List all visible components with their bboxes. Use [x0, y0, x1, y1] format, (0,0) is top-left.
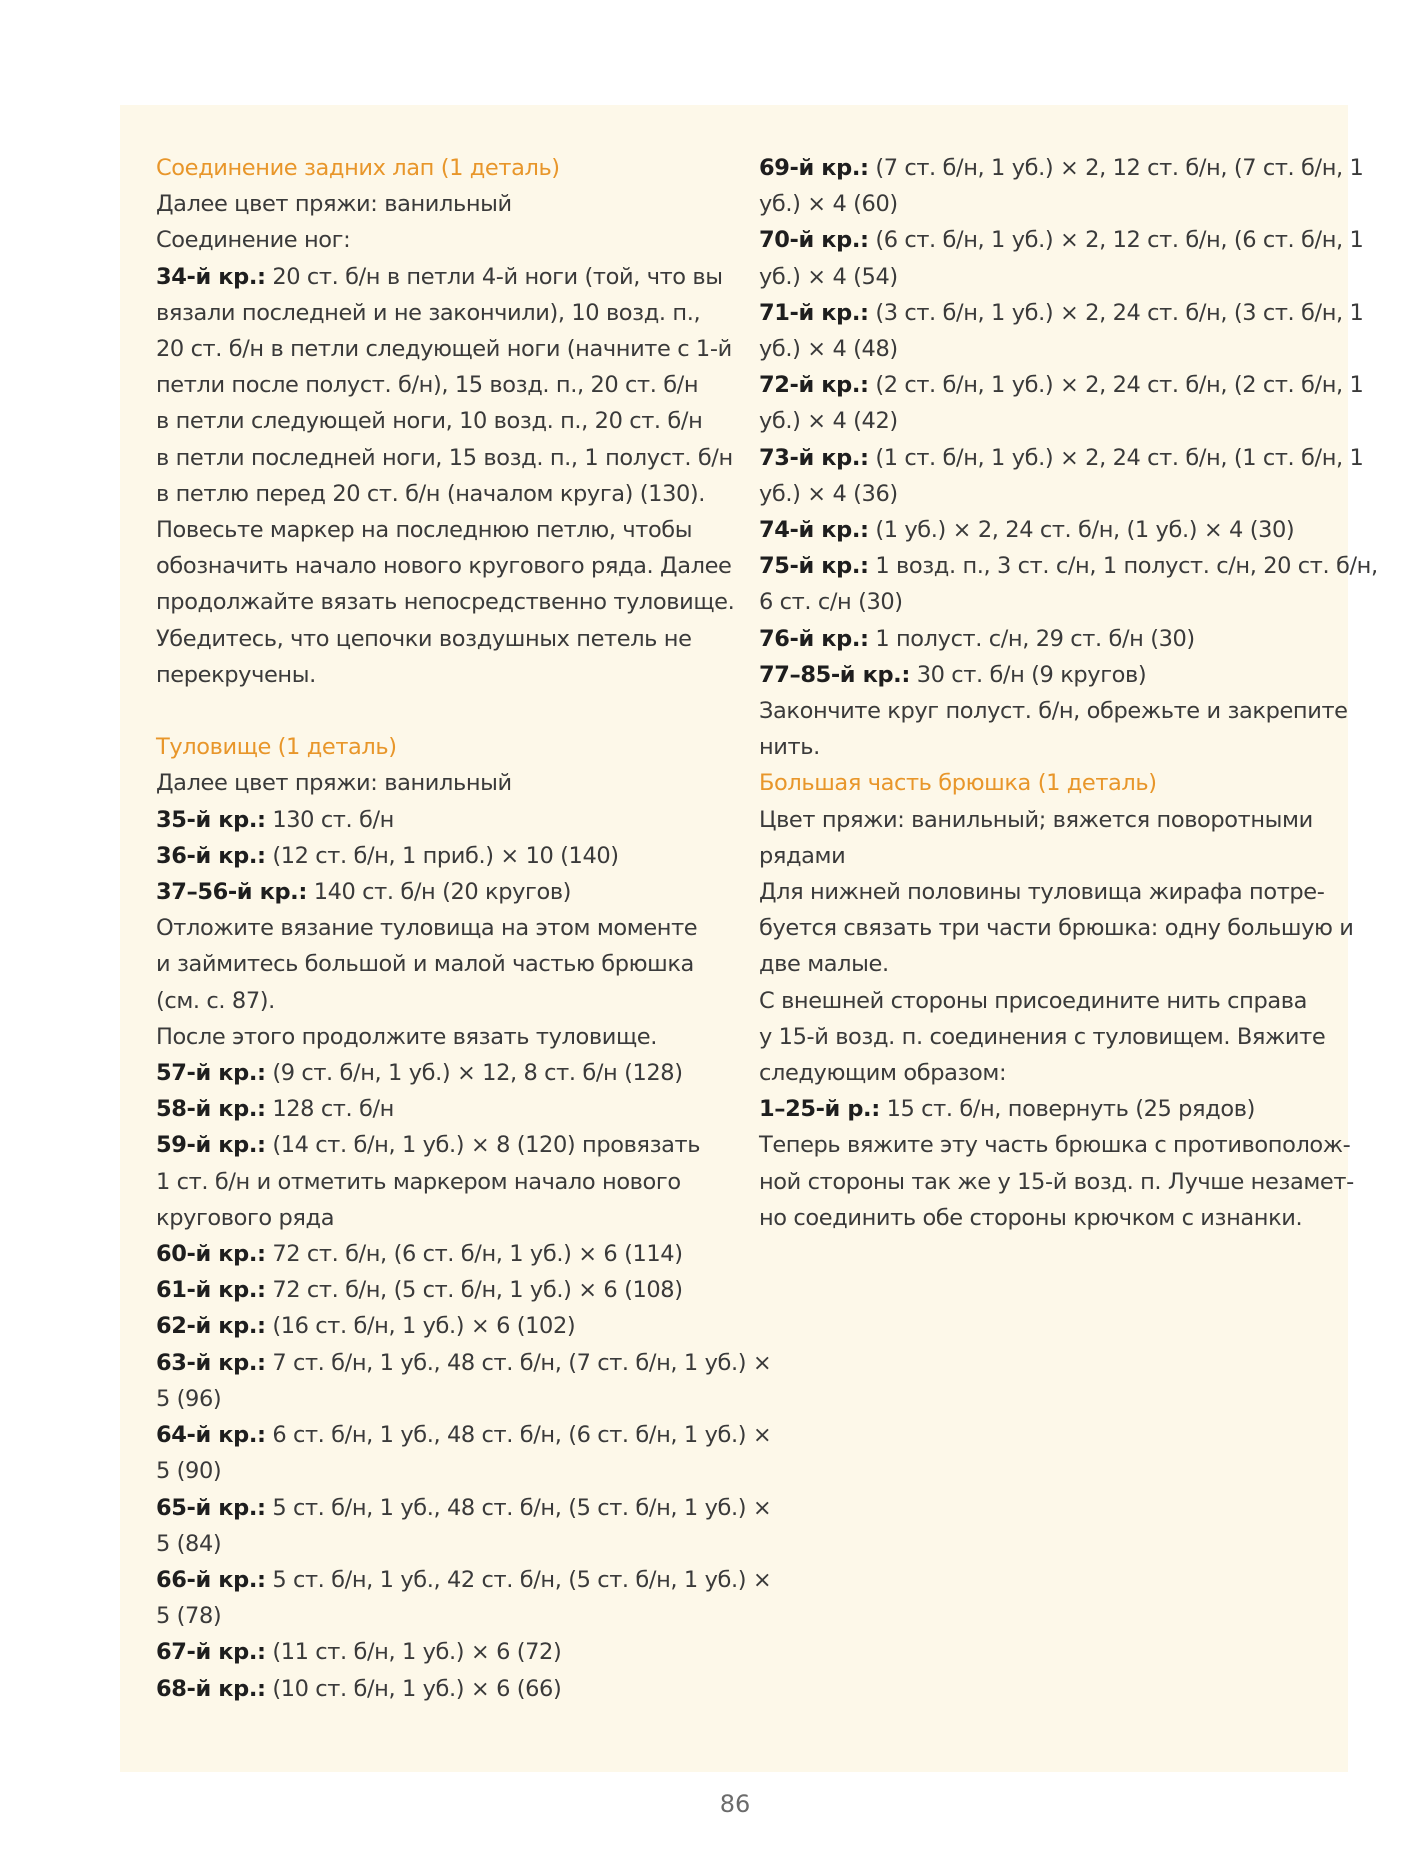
- pattern-row: [156, 1634, 716, 1670]
- row-label: 63-й кр.:: [156, 1349, 266, 1376]
- row-label: 69-й кр.:: [759, 155, 869, 181]
- row-instruction: 72 ст. б/н, (5 ст. б/н, 1 уб.) × 6 (108): [265, 1277, 683, 1304]
- pattern-row: [156, 1417, 772, 1453]
- row-label: 76-й кр.:: [759, 625, 869, 652]
- row-instruction: (6 ст. б/н, 1 уб.) × 2, 12 ст. б/н, (6 ст. б/н, 1: [868, 227, 1364, 254]
- body-text-line: Цвет пряжи: ванильный; вяжется поворотными: [759, 806, 1313, 833]
- pattern-row: [156, 1055, 716, 1091]
- left-column: [156, 150, 772, 1707]
- row-label: 60-й кр.:: [156, 1241, 266, 1268]
- row-label: 65-й кр.:: [156, 1494, 266, 1521]
- left-column-spacer: [156, 693, 716, 729]
- body-text-line: 20 ст. б/н в петли следующей ноги (начните с 1-й: [156, 336, 732, 363]
- row-label: 73-й кр.:: [759, 444, 869, 471]
- body-text-line: Закончите круг полуст. б/н, обрежьте и закрепите: [759, 698, 1348, 725]
- body-text-line: После этого продолжите вязать туловище.: [156, 1023, 657, 1050]
- row-instruction: (14 ст. б/н, 1 уб.) × 8 (120) провязать: [265, 1132, 701, 1159]
- section-heading: Большая часть брюшка (1 деталь): [759, 770, 1157, 797]
- body-text-line: Повесьте маркер на последнюю петлю, чтобы: [156, 517, 693, 544]
- row-instruction: 15 ст. б/н, повернуть (25 рядов): [879, 1096, 1255, 1123]
- row-label: 74-й кр.:: [759, 517, 869, 544]
- body-text-line: (см. с. 87).: [156, 987, 275, 1014]
- body-text-line: Далее цвет пряжи: ванильный: [156, 770, 512, 797]
- section-heading: Туловище (1 деталь): [156, 734, 397, 761]
- body-text-line: 6 ст. с/н (30): [759, 589, 903, 616]
- row-instruction: (1 ст. б/н, 1 уб.) × 2, 24 ст. б/н, (1 ст. б/н, 1: [868, 444, 1364, 471]
- row-instruction: (16 ст. б/н, 1 уб.) × 6 (102): [265, 1313, 576, 1340]
- row-instruction: (2 ст. б/н, 1 уб.) × 2, 24 ст. б/н, (2 ст. б/н, 1: [868, 372, 1364, 399]
- pattern-row: [156, 1127, 716, 1163]
- pattern-row: [156, 1671, 716, 1707]
- pattern-row: [156, 1562, 772, 1598]
- page-number: 86: [719, 1790, 751, 1818]
- body-text-line: Далее цвет пряжи: ванильный: [156, 191, 512, 218]
- body-text-line: две малые.: [759, 951, 889, 978]
- body-text-line: 5 (84): [156, 1530, 222, 1557]
- row-instruction: 5 ст. б/н, 1 уб., 48 ст. б/н, (5 ст. б/н, 1 уб.) ×: [265, 1494, 772, 1521]
- pattern-row: [759, 1091, 1319, 1127]
- row-label: 71-й кр.:: [759, 299, 869, 326]
- row-instruction: 72 ст. б/н, (6 ст. б/н, 1 уб.) × 6 (114): [265, 1241, 683, 1268]
- body-text-line: петли после полуст. б/н), 15 возд. п., 20 ст. б/н: [156, 372, 699, 399]
- body-text-line: уб.) × 4 (48): [759, 336, 898, 363]
- pattern-row: [759, 548, 1378, 584]
- body-text-line: вязали последней и не закончили), 10 возд. п.,: [156, 299, 701, 326]
- body-text-line: уб.) × 4 (54): [759, 263, 898, 290]
- body-text-line: рядами: [759, 842, 846, 869]
- row-label: 70-й кр.:: [759, 227, 869, 254]
- row-label: 36-й кр.:: [156, 842, 266, 869]
- body-text-line: уб.) × 4 (42): [759, 408, 898, 435]
- row-instruction: (11 ст. б/н, 1 уб.) × 6 (72): [265, 1639, 562, 1666]
- row-instruction: (7 ст. б/н, 1 уб.) × 2, 12 ст. б/н, (7 ст. б/н, 1: [868, 155, 1364, 181]
- row-instruction: (10 ст. б/н, 1 уб.) × 6 (66): [265, 1675, 562, 1702]
- body-text-line: уб.) × 4 (60): [759, 191, 898, 218]
- body-text-line: кругового ряда: [156, 1204, 335, 1231]
- row-instruction: 1 возд. п., 3 ст. с/н, 1 полуст. с/н, 20 ст. б/н,: [868, 553, 1378, 580]
- pattern-row: [156, 1490, 772, 1526]
- body-text-line: ной стороны так же у 15-й возд. п. Лучше незамет-: [759, 1168, 1354, 1195]
- body-text-line: буется связать три части брюшка: одну большую и: [759, 915, 1354, 942]
- pattern-row: [156, 259, 723, 295]
- row-label: 66-й кр.:: [156, 1566, 266, 1593]
- body-text-line: С внешней стороны присоедините нить справа: [759, 987, 1307, 1014]
- row-label: 77–85-й кр.:: [759, 661, 910, 688]
- row-instruction: 5 ст. б/н, 1 уб., 42 ст. б/н, (5 ст. б/н, 1 уб.) ×: [265, 1566, 772, 1593]
- row-instruction: 128 ст. б/н: [265, 1096, 394, 1123]
- body-text-line: у 15-й возд. п. соединения с туловищем. Вяжите: [759, 1023, 1326, 1050]
- pattern-row: [156, 1236, 716, 1272]
- body-text-line: Для нижней половины туловища жирафа потре-: [759, 879, 1325, 906]
- body-text-line: Отложите вязание туловища на этом моменте: [156, 915, 698, 942]
- row-label: 67-й кр.:: [156, 1639, 266, 1666]
- row-instruction: 130 ст. б/н: [265, 806, 394, 833]
- body-text-line: в петли последней ноги, 15 возд. п., 1 полуст. б/н: [156, 444, 733, 471]
- row-instruction: (12 ст. б/н, 1 приб.) × 10 (140): [265, 842, 619, 869]
- body-text-line: 1 ст. б/н и отметить маркером начало нового: [156, 1168, 681, 1195]
- row-instruction: 140 ст. б/н (20 кругов): [306, 879, 572, 906]
- row-instruction: (9 ст. б/н, 1 уб.) × 12, 8 ст. б/н (128): [265, 1060, 683, 1087]
- body-text-line: продолжайте вязать непосредственно туловище.: [156, 589, 735, 616]
- row-label: 61-й кр.:: [156, 1277, 266, 1304]
- pattern-row: [759, 621, 1319, 657]
- body-text-line: в петли следующей ноги, 10 возд. п., 20 ст. б/н: [156, 408, 703, 435]
- pattern-row: [156, 874, 716, 910]
- body-text-line: перекручены.: [156, 661, 316, 688]
- row-label: 75-й кр.:: [759, 553, 869, 580]
- row-instruction: 1 полуст. с/н, 29 ст. б/н (30): [868, 625, 1195, 652]
- row-label: 37–56-й кр.:: [156, 879, 307, 906]
- row-label: 64-й кр.:: [156, 1422, 266, 1449]
- pattern-row: [156, 1345, 772, 1381]
- pattern-row: [156, 838, 716, 874]
- pattern-row: [156, 1091, 716, 1127]
- body-text-line: Убедитесь, что цепочки воздушных петель не: [156, 625, 692, 652]
- body-text-line: но соединить обе стороны крючком с изнанки.: [759, 1204, 1303, 1231]
- row-label: 1–25-й р.:: [759, 1096, 880, 1123]
- row-label: 34-й кр.:: [156, 263, 266, 290]
- row-label: 59-й кр.:: [156, 1132, 266, 1159]
- pattern-row: [156, 802, 716, 838]
- body-text-line: и займитесь большой и малой частью брюшка: [156, 951, 694, 978]
- body-text-line: Теперь вяжите эту часть брюшка с противополож-: [759, 1132, 1351, 1159]
- pattern-row: [156, 1308, 716, 1344]
- body-text-line: 5 (78): [156, 1603, 222, 1630]
- row-instruction: 30 ст. б/н (9 кругов): [909, 661, 1147, 688]
- row-instruction: 7 ст. б/н, 1 уб., 48 ст. б/н, (7 ст. б/н, 1 уб.) ×: [265, 1349, 772, 1376]
- body-text-line: обозначить начало нового кругового ряда. Далее: [156, 553, 732, 580]
- row-instruction: 20 ст. б/н в петли 4-й ноги (той, что вы: [265, 263, 723, 290]
- row-label: 58-й кр.:: [156, 1096, 266, 1123]
- row-label: 35-й кр.:: [156, 806, 266, 833]
- body-text-line: следующим образом:: [759, 1060, 1007, 1087]
- body-text-line: уб.) × 4 (36): [759, 480, 898, 507]
- row-instruction: 6 ст. б/н, 1 уб., 48 ст. б/н, (6 ст. б/н, 1 уб.) ×: [265, 1422, 772, 1449]
- row-label: 57-й кр.:: [156, 1060, 266, 1087]
- body-text-line: Соединение ног:: [156, 227, 351, 254]
- section-heading: Соединение задних лап (1 деталь): [156, 155, 560, 181]
- row-instruction: (3 ст. б/н, 1 уб.) × 2, 24 ст. б/н, (3 ст. б/н, 1: [868, 299, 1364, 326]
- row-instruction: (1 уб.) × 2, 24 ст. б/н, (1 уб.) × 4 (30): [868, 517, 1295, 544]
- pattern-row: [759, 657, 1319, 693]
- body-text-line: нить.: [759, 734, 820, 761]
- row-label: 62-й кр.:: [156, 1313, 266, 1340]
- row-label: 68-й кр.:: [156, 1675, 266, 1702]
- pattern-row: [759, 367, 1364, 403]
- pattern-row: [759, 512, 1319, 548]
- body-text-line: в петлю перед 20 ст. б/н (началом круга) (130).: [156, 480, 706, 507]
- pattern-row: [759, 150, 1364, 186]
- body-text-line: 5 (96): [156, 1385, 222, 1412]
- pattern-row: [156, 1272, 716, 1308]
- right-column: [759, 150, 1378, 1236]
- pattern-row: [759, 222, 1364, 258]
- pattern-row: [759, 295, 1364, 331]
- row-label: 72-й кр.:: [759, 372, 869, 399]
- body-text-line: 5 (90): [156, 1458, 222, 1485]
- pattern-row: [759, 440, 1364, 476]
